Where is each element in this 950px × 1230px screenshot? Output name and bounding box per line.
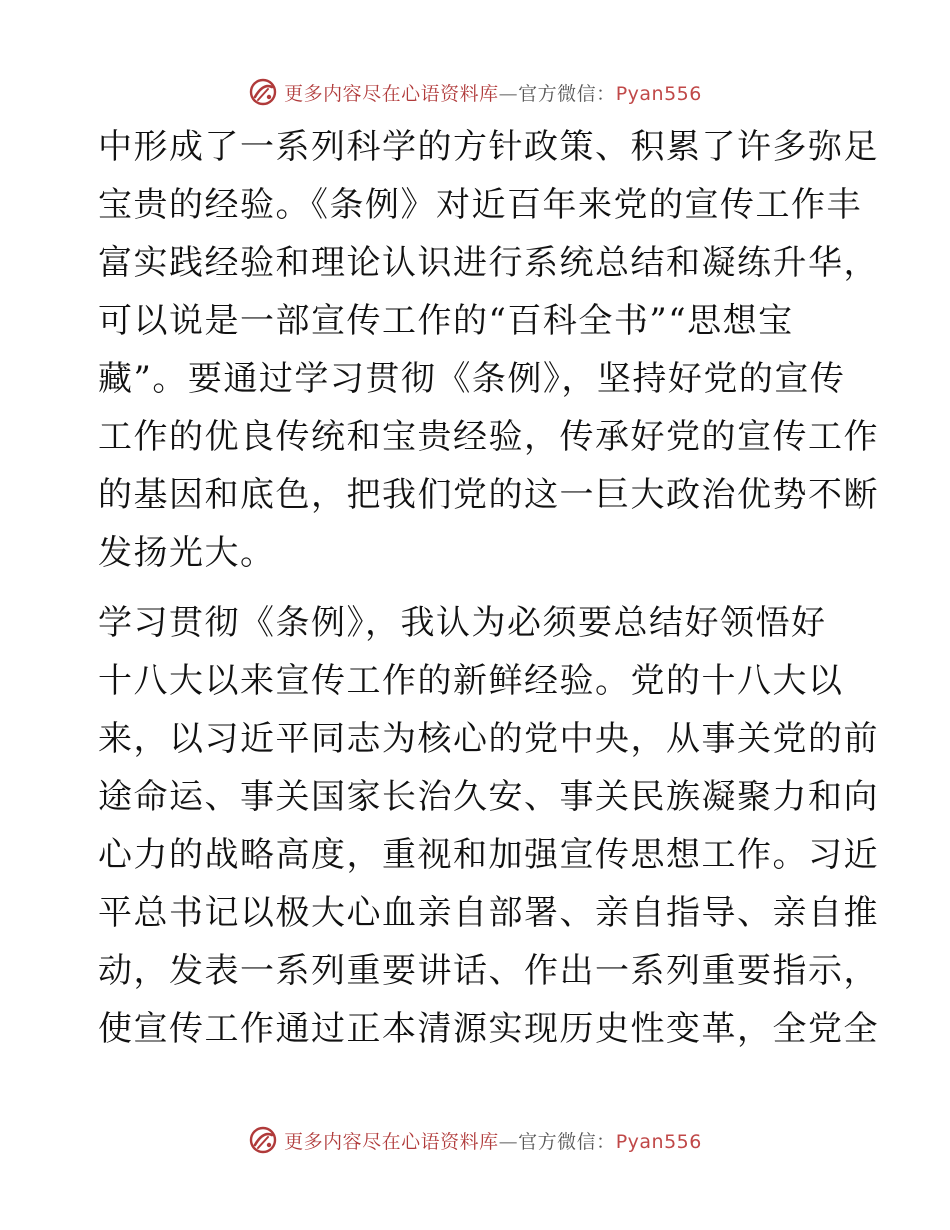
text-line: 动，发表一系列重要讲话、作出一系列重要指示，: [98, 951, 879, 991]
watermark-official-label: 官方微信：: [518, 82, 616, 105]
watermark-main-text: 更多内容尽在心语资料库: [284, 1130, 499, 1153]
text-line: 可以说是一部宣传工作的“百科全书”“思想宝: [98, 301, 794, 341]
watermark-text: [284, 79, 702, 106]
text-line: 中形成了一系列科学的方针政策、积累了许多弥足: [98, 127, 879, 167]
watermark-separator: —: [498, 82, 519, 105]
text-line: 学习贯彻《条例》，我认为必须要总结好领悟好: [98, 603, 827, 643]
text-line: 平总书记以极大心血亲自部署、亲自指导、亲自推: [98, 893, 879, 933]
watermark-group: [248, 1125, 702, 1155]
ribbon-seal-icon: [248, 1125, 278, 1155]
text-line: 来，以习近平同志为核心的党中央，从事关党的前: [98, 719, 879, 759]
watermark-handle: Pyan556: [615, 82, 702, 105]
text-line: 工作的优良传统和宝贵经验，传承好党的宣传工作: [98, 417, 879, 457]
watermark-official-label: 官方微信：: [518, 1130, 616, 1153]
document-body: [98, 118, 879, 1058]
paragraph-spacer: [98, 582, 858, 594]
footer-watermark: [0, 1120, 950, 1160]
text-line: 途命运、事关国家长治久安、事关民族凝聚力和向: [98, 777, 879, 817]
ribbon-seal-icon: [248, 77, 278, 107]
watermark-text: [284, 1127, 702, 1154]
watermark-group: [248, 77, 702, 107]
text-line: 发扬光大。: [98, 533, 276, 573]
text-line: 使宣传工作通过正本清源实现历史性变革，全党全: [98, 1009, 879, 1049]
watermark-main-text: 更多内容尽在心语资料库: [284, 82, 499, 105]
header-watermark: [0, 72, 950, 112]
text-line: 宝贵的经验。《条例》对近百年来党的宣传工作丰: [98, 185, 862, 225]
watermark-handle: Pyan556: [615, 1130, 702, 1153]
text-line: 十八大以来宣传工作的新鲜经验。党的十八大以: [98, 661, 844, 701]
text-line: 的基因和底色，把我们党的这一巨大政治优势不断: [98, 475, 879, 515]
paragraph: [98, 118, 879, 582]
text-line: 藏”。要通过学习贯彻《条例》，坚持好党的宣传: [98, 359, 846, 399]
text-line: 富实践经验和理论认识进行系统总结和凝练升华，: [98, 243, 879, 283]
watermark-separator: —: [498, 1130, 519, 1153]
paragraph: [98, 594, 879, 1058]
text-line: 心力的战略高度，重视和加强宣传思想工作。习近: [98, 835, 879, 875]
